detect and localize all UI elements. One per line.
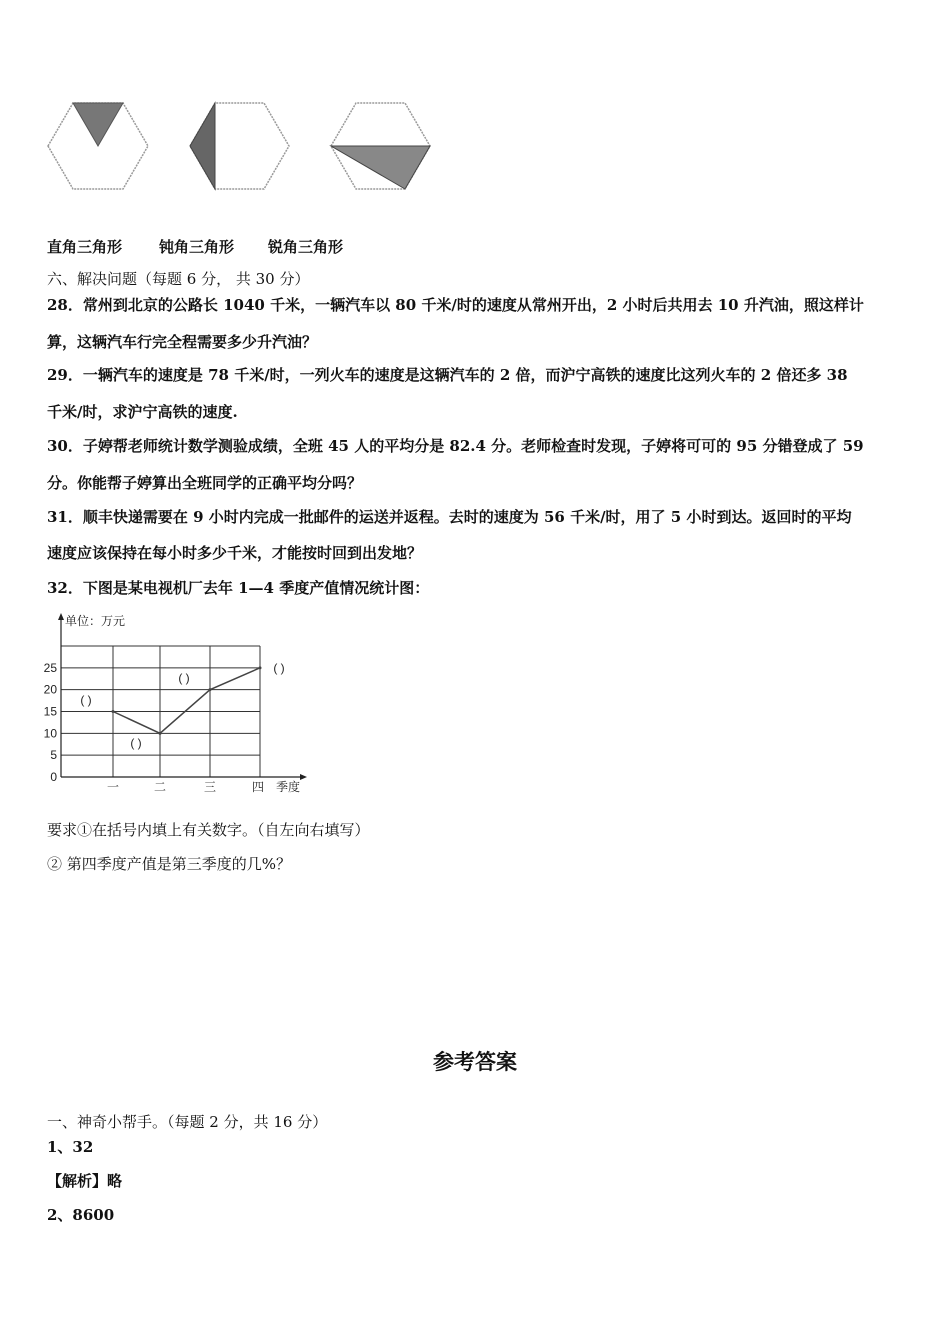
blank-bracket: ( ) <box>130 736 142 750</box>
y-tick-label: 15 <box>43 704 57 719</box>
y-tick-label: 10 <box>43 726 57 741</box>
x-tick-label: 四 <box>251 780 265 794</box>
hexagon-obtuse-triangle <box>190 103 289 189</box>
blank-bracket: ( ) <box>80 693 92 707</box>
question-28-line1: 28．常州到北京的公路长 1040 千米，一辆汽车以 80 千米/时的速度从常州开出，2 小时后共用去 10 升汽油，照这样计 <box>47 296 864 314</box>
line-chart <box>44 613 307 794</box>
question-31-line1: 31．顺丰快递需要在 9 小时内完成一批邮件的运送并返程。去时的速度为 56 千米/时，用了 5 小时到达。返回时的平均 <box>47 508 852 526</box>
blank-bracket: ( ) <box>178 671 190 685</box>
y-tick-label: 20 <box>43 682 57 697</box>
data-point <box>259 666 262 669</box>
requirement-1: 要求①在括号内填上有关数字。（自左向右填写） <box>47 821 370 839</box>
question-31-line2: 速度应该保持在每小时多少千米，才能按时回到出发地？ <box>47 544 423 562</box>
answer-1-analysis: 【解析】略 <box>47 1172 123 1190</box>
answer-1: 1、32 <box>47 1138 94 1156</box>
y-tick-label: 25 <box>43 660 57 675</box>
x-tick-label: 一 <box>106 780 120 794</box>
blank-bracket: ( ) <box>273 661 285 675</box>
question-30-line1: 30．子婷帮老师统计数学测验成绩，全班 45 人的平均分是 82.4 分。老师检查时发现，子婷将可可的 95 分错登成了 59 <box>47 437 864 455</box>
y-tick-label: 5 <box>50 748 57 763</box>
y-axis-label: 单位：万元 <box>65 614 126 628</box>
data-point <box>159 732 162 735</box>
hexagon-acute-triangle <box>331 103 430 189</box>
x-axis-arrow <box>300 774 307 780</box>
question-29-line2: 千米/时，求沪宁高铁的速度. <box>47 403 238 421</box>
question-28-line2: 算，这辆汽车行完全程需要多少升汽油？ <box>47 333 318 351</box>
y-tick-label: 0 <box>50 770 57 784</box>
section-heading: 六、解决问题（每题 6 分， 共 30 分） <box>47 270 310 288</box>
question-30-line2: 分。你能帮子婷算出全班同学的正确平均分吗？ <box>47 474 363 492</box>
label-right-triangle: 直角三角形 <box>47 238 123 256</box>
y-axis-arrow <box>58 613 64 620</box>
answer-2: 2、8600 <box>47 1206 115 1224</box>
question-32: 32．下图是某电视机厂去年 1—4 季度产值情况统计图： <box>47 579 430 597</box>
data-point <box>112 710 115 713</box>
hexagon-right-triangle <box>48 103 148 189</box>
answers-section: 一、神奇小帮手。（每题 2 分，共 16 分） <box>47 1113 328 1131</box>
answers-title: 参考答案 <box>433 1050 517 1074</box>
label-obtuse-triangle: 钝角三角形 <box>159 238 235 256</box>
label-acute-triangle: 锐角三角形 <box>268 238 344 256</box>
requirement-2: ② 第四季度产值是第三季度的几%？ <box>47 855 292 873</box>
x-tick-label: 三 <box>203 780 217 794</box>
question-29-line1: 29．一辆汽车的速度是 78 千米/时，一列火车的速度是这辆汽车的 2 倍，而沪宁高铁的速度比这列火车的 2 倍还多 38 <box>47 366 848 384</box>
x-axis-label: 季度 <box>276 780 301 794</box>
x-tick-label: 二 <box>153 780 167 794</box>
data-point <box>209 688 212 691</box>
